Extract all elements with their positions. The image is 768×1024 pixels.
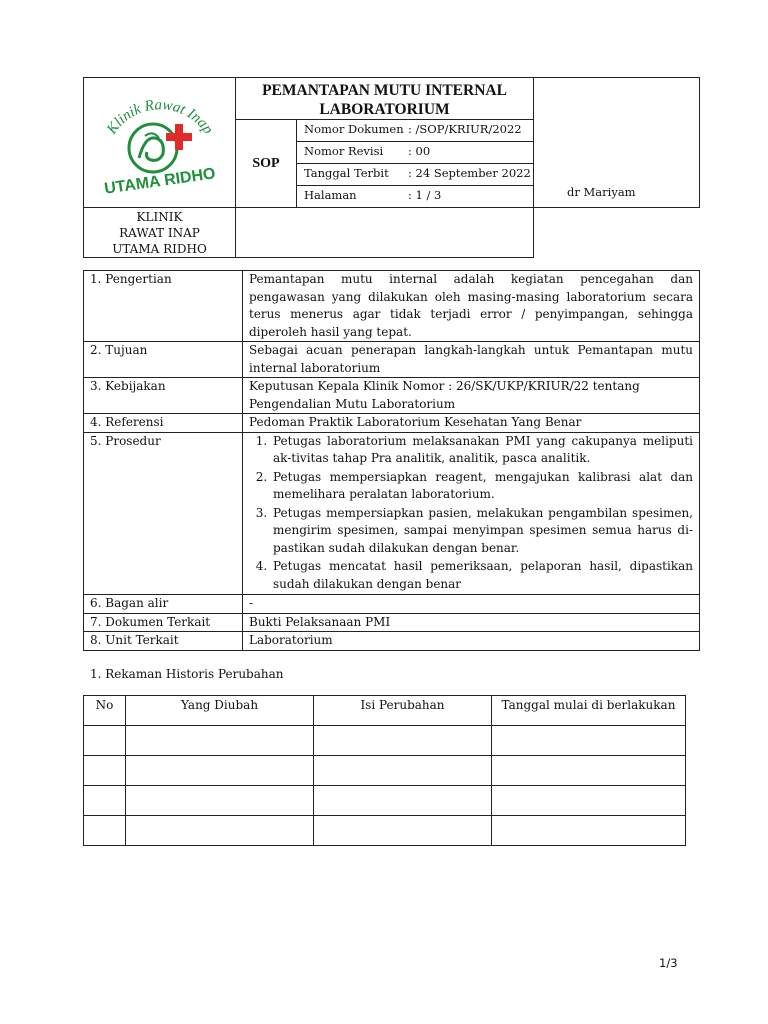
row-label: 8. Unit Terkait — [84, 632, 243, 651]
history-cell — [314, 786, 492, 816]
history-cell — [84, 816, 126, 846]
row-referensi — [84, 414, 700, 433]
history-header-row — [84, 696, 686, 726]
history-cell — [492, 786, 686, 816]
meta-row-nomor-dokumen — [297, 120, 534, 142]
history-col-header: No — [84, 696, 126, 726]
clinic-logo — [95, 86, 225, 196]
header-table — [83, 77, 700, 258]
history-cell — [84, 786, 126, 816]
procedure-step: 3. Petugas mempersiapkan pasien, melakukan pengambilan spesimen, mengirim spesimen, sampai menyimpan spesimen semua harus di-pastikan sudah dilakukan dengan benar. — [271, 505, 693, 558]
history-cell — [314, 816, 492, 846]
history-cell — [84, 756, 126, 786]
clinic-line-2: RAWAT INAP — [119, 226, 200, 240]
title-line-1: PEMANTAPAN MUTU INTERNAL — [262, 82, 507, 99]
empty-cell — [236, 208, 534, 258]
history-row — [84, 726, 686, 756]
row-label: 5. Prosedur — [84, 432, 243, 595]
signatory-cell — [534, 78, 700, 208]
row-content: Keputusan Kepala Klinik Nomor : 26/SK/UKP/KRIUR/22 tentang Pengendalian Mutu Laboratorium — [243, 378, 700, 414]
history-row — [84, 816, 686, 846]
history-row — [84, 756, 686, 786]
title-line-2: LABORATORIUM — [319, 101, 450, 118]
history-col-header: Tanggal mulai di berlakukan — [492, 696, 686, 726]
page-number: 1/3 — [659, 956, 678, 970]
history-cell — [126, 726, 314, 756]
signatory-name: dr Mariyam — [567, 184, 636, 199]
history-cell — [492, 726, 686, 756]
row-bagan-alir — [84, 595, 700, 614]
history-table — [83, 695, 686, 846]
meta-row-nomor-revisi — [297, 142, 534, 164]
procedure-list — [249, 433, 693, 594]
history-row — [84, 786, 686, 816]
history-cell — [314, 756, 492, 786]
clinic-name-cell — [84, 208, 236, 258]
meta-row-tanggal-terbit — [297, 164, 534, 186]
clinic-line-3: UTAMA RIDHO — [112, 242, 207, 256]
clinic-line-1: KLINIK — [136, 210, 183, 224]
meta-value: : 1 / 3 — [408, 188, 442, 202]
history-title: 1. Rekaman Historis Perubahan — [90, 667, 284, 681]
row-label: 7. Dokumen Terkait — [84, 613, 243, 632]
meta-label: Nomor Revisi — [304, 144, 384, 158]
sop-content-table — [83, 270, 700, 651]
row-prosedur — [84, 432, 700, 595]
row-label: 1. Pengertian — [84, 271, 243, 342]
row-label: 4. Referensi — [84, 414, 243, 433]
row-content: Bukti Pelaksanaan PMI — [243, 613, 700, 632]
history-cell — [492, 756, 686, 786]
meta-label: Tanggal Terbit — [304, 166, 389, 180]
history-cell — [84, 726, 126, 756]
row-kebijakan — [84, 378, 700, 414]
meta-value: : /SOP/KRIUR/2022 — [408, 122, 522, 136]
row-content: Pemantapan mutu internal adalah kegiatan pencegahan dan pengawasan yang dilakukan oleh masing-masing laboratorium secara terus menerus agar tidak terjadi error / penyimpangan, sehingga diperoleh hasil yang tepat. — [243, 271, 700, 342]
logo-cell — [84, 78, 236, 208]
row-label: 2. Tujuan — [84, 342, 243, 378]
history-cell — [314, 726, 492, 756]
document-title — [236, 78, 534, 120]
history-cell — [126, 816, 314, 846]
history-cell — [492, 816, 686, 846]
procedure-step: 2. Petugas mempersiapkan reagent, mengajukan kalibrasi alat dan memelihara peralatan laboratorium. — [271, 469, 693, 504]
meta-value: : 00 — [408, 144, 431, 158]
logo-text-top: Klinik Rawat Inap — [103, 97, 216, 138]
meta-label: Halaman — [304, 188, 357, 202]
procedure-step: 1. Petugas laboratorium melaksanakan PMI yang cakupanya meliputi ak-tivitas tahap Pra analitik, analitik, pasca analitik. — [271, 433, 693, 468]
history-cell — [126, 756, 314, 786]
meta-value: : 24 September 2022 — [408, 166, 531, 180]
history-col-header: Yang Diubah — [126, 696, 314, 726]
row-dokumen-terkait — [84, 613, 700, 632]
row-pengertian — [84, 271, 700, 342]
row-content: Sebagai acuan penerapan langkah-langkah untuk Pemantapan mutu internal laboratorium — [243, 342, 700, 378]
row-content: Pedoman Praktik Laboratorium Kesehatan Yang Benar — [243, 414, 700, 433]
history-cell — [126, 786, 314, 816]
procedure-step: 4. Petugas mencatat hasil pemeriksaan, pelaporan hasil, dipastikan sudah dilakukan dengan benar — [271, 558, 693, 593]
row-unit-terkait — [84, 632, 700, 651]
row-tujuan — [84, 342, 700, 378]
meta-row-halaman — [297, 186, 534, 208]
logo-text-bottom: UTAMA RIDHO — [102, 165, 217, 196]
row-content: Laboratorium — [243, 632, 700, 651]
history-col-header: Isi Perubahan — [314, 696, 492, 726]
row-content — [243, 432, 700, 595]
row-label: 6. Bagan alir — [84, 595, 243, 614]
meta-label: Nomor Dokumen — [304, 122, 404, 136]
row-content: - — [243, 595, 700, 614]
row-label: 3. Kebijakan — [84, 378, 243, 414]
sop-label: SOP — [236, 120, 297, 208]
